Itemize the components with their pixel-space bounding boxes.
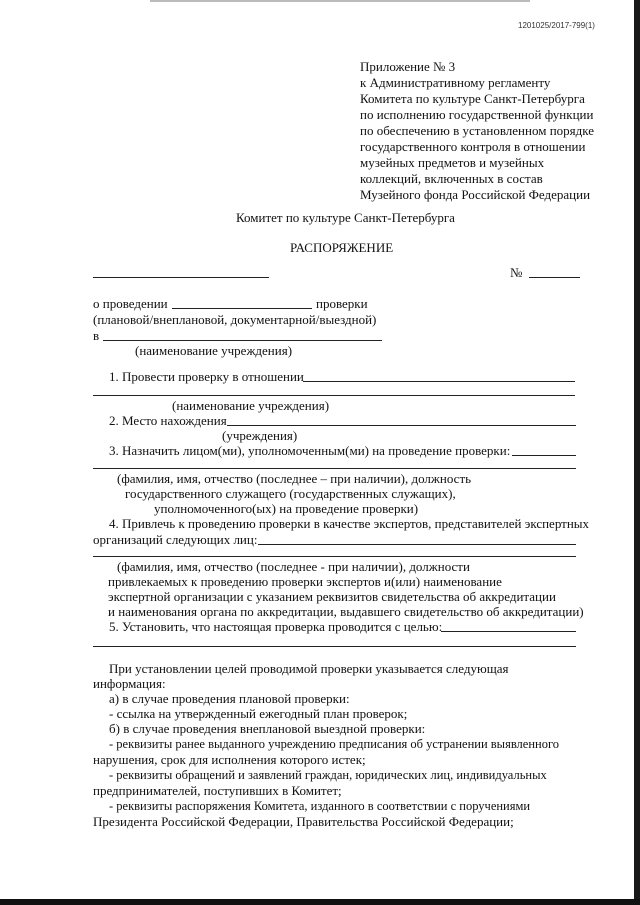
check-type-hint: (плановой/внеплановой, документарной/выездной) [93, 312, 377, 327]
item-1-hint: (наименование учреждения) [172, 398, 330, 413]
item-1-line [303, 381, 575, 382]
note-b1-2: нарушения, срок для исполнения которого истек; [93, 752, 366, 767]
note-intro-2: информация: [93, 676, 166, 691]
item-5-line-2 [93, 646, 576, 647]
appendix-line: Комитета по культуре Санкт-Петербурга [360, 91, 585, 106]
appendix-line: Музейного фонда Российской Федерации [360, 187, 591, 202]
subject-check: проверки [316, 296, 368, 311]
appendix-line: по обеспечению в установленном порядке [360, 123, 595, 138]
item-4-hint-3: экспертной организации с указанием реквизитов свидетельства об аккредитации [108, 589, 556, 604]
appendix-line: коллекций, включенных в состав [360, 171, 543, 186]
subject-prefix: о проведении [93, 296, 168, 311]
item-5-line [441, 631, 576, 632]
item-3-line-2 [93, 468, 576, 469]
item-5: 5. Установить, что настоящая проверка проводится с целью: [109, 619, 443, 634]
item-3-hint-1: (фамилия, имя, отчество (последнее – при наличии), должность [117, 471, 472, 486]
appendix-line: Приложение № 3 [360, 59, 456, 74]
item-2-hint: (учреждения) [222, 428, 298, 443]
item-4-hint-2: привлекаемых к проведению проверки экспертов и(или) наименование [108, 574, 502, 589]
item-3-hint-3: уполномоченного(ых) на проведение проверки) [154, 501, 419, 516]
institution-hint: (наименование учреждения) [135, 343, 293, 358]
scan-artifact-top [150, 0, 530, 2]
document-id: 1201025/2017-799(1) [518, 21, 595, 30]
note-a: а) в случае проведения плановой проверки: [109, 691, 350, 706]
appendix-line: музейных предметов и музейных [360, 155, 545, 170]
appendix-line: по исполнению государственной функции [360, 107, 594, 122]
document-title: РАСПОРЯЖЕНИЕ [290, 240, 394, 255]
item-4-line-2: организаций следующих лиц: [93, 532, 258, 547]
institution-line [103, 340, 382, 341]
committee-name: Комитет по культуре Санкт-Петербурга [236, 210, 455, 225]
scan-edge-right [634, 0, 640, 905]
item-2: 2. Место нахождения [109, 413, 227, 428]
item-4-line-1: 4. Привлечь к проведению проверки в качестве экспертов, представителей экспертных [109, 516, 590, 531]
subject-in: в [93, 328, 100, 343]
note-intro: При установлении целей проводимой проверки указывается следующая [109, 661, 509, 676]
number-label: № [510, 265, 523, 280]
note-a1: - ссылка на утвержденный ежегодный план проверок; [109, 706, 408, 721]
item-3-line [512, 455, 576, 456]
note-b1-1: - реквизиты ранее выданного учреждению предписания об устранении выявленного [109, 737, 560, 751]
number-field-line [529, 277, 580, 278]
note-b3-1: - реквизиты распоряжения Комитета, изданного в соответствии с поручениями [109, 799, 531, 813]
item-1: 1. Провести проверку в отношении [109, 369, 304, 384]
item-4-hint-1: (фамилия, имя, отчество (последнее - при наличии), должности [117, 559, 470, 574]
item-3: 3. Назначить лицом(ми), уполномоченным(ми) на проведение проверки: [109, 443, 511, 458]
item-1-line-2 [93, 395, 575, 396]
item-4-hint-4: и наименования органа по аккредитации, выдавшего свидетельство об аккредитации) [108, 604, 584, 619]
note-b2-1: - реквизиты обращений и заявлений граждан, юридических лиц, индивидуальных [109, 768, 547, 782]
item-4-line [258, 544, 576, 545]
item-2-line [227, 425, 576, 426]
item-3-hint-2: государственного служащего (государственных служащих), [125, 486, 456, 501]
check-type-line [172, 308, 312, 309]
scan-edge-bottom [0, 899, 640, 905]
appendix-line: государственного контроля в отношении [360, 139, 586, 154]
appendix-line: к Административному регламенту [360, 75, 551, 90]
note-b2-2: предпринимателей, поступивших в Комитет; [93, 783, 342, 798]
item-4-line-3 [93, 556, 576, 557]
note-b: б) в случае проведения внеплановой выездной проверки: [109, 721, 426, 736]
note-b3-2: Президента Российской Федерации, Правительства Российской Федерации; [93, 814, 514, 829]
date-field-line [93, 277, 269, 278]
